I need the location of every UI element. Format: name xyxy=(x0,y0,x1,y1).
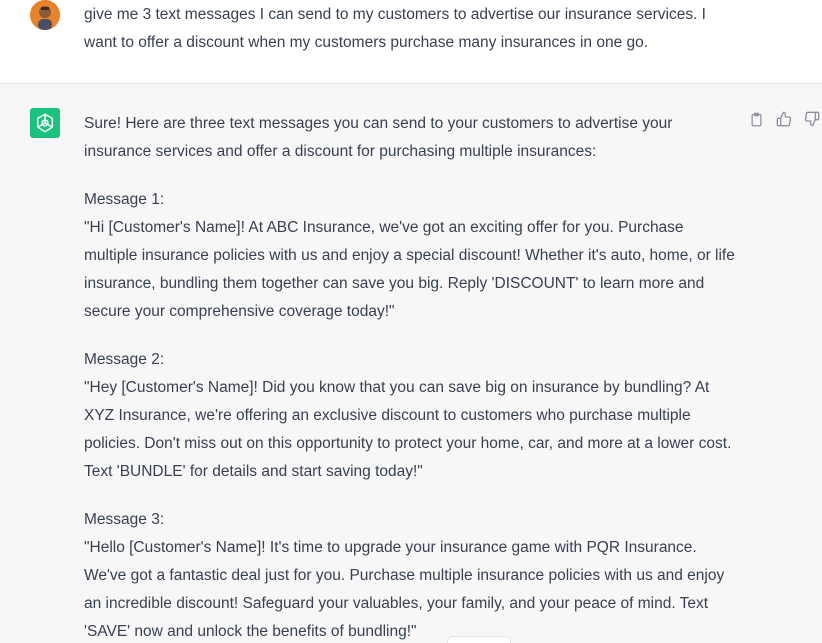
openai-logo-icon xyxy=(30,108,60,138)
message-body: "Hi [Customer's Name]! At ABC Insurance, we've got an exciting offer for you. Purchase multiple insurance policies with us and enjoy a special discount! Whether it's auto, home, or life insurance, bundling them together can save you big. Reply 'DISCOUNT' to learn more and secure your comprehensive coverage today!" xyxy=(84,219,735,320)
message-body: "Hey [Customer's Name]! Did you know that you can save big on insurance by bundling? At XYZ Insurance, we're offering an exclusive discount to customers who purchase multiple policies. Don't miss out on this opportunity to protect your home, car, and more at a lower cost. Text 'BUNDLE' for details and start saving today!" xyxy=(84,379,732,480)
message-heading: Message 1: xyxy=(84,191,165,208)
assistant-intro: Sure! Here are three text messages you can send to your customers to advertise your insurance services and offer a discount for purchasing multiple insurances: xyxy=(84,115,673,160)
user-avatar xyxy=(30,0,60,30)
message-heading: Message 3: xyxy=(84,511,165,528)
like-button[interactable] xyxy=(776,111,792,127)
message-heading: Message 2: xyxy=(84,351,165,368)
user-message-row xyxy=(0,0,822,84)
copy-button[interactable] xyxy=(748,111,764,127)
message-actions xyxy=(748,111,820,127)
scroll-to-bottom-button[interactable] xyxy=(447,636,511,643)
assistant-message-row xyxy=(0,84,822,643)
thumbs-up-icon xyxy=(776,111,792,127)
clipboard-icon xyxy=(749,112,764,127)
message-body: "Hello [Customer's Name]! It's time to upgrade your insurance game with PQR Insurance. We've got a fantastic deal just for you. Purchase multiple insurance policies with us and enjoy an incredible discount! Safeguard your valuables, your family, and your peace of mind. Text 'SAVE' now and unlock the benefits of bundling!" xyxy=(84,539,725,640)
message-block xyxy=(84,346,739,486)
dislike-button[interactable] xyxy=(804,111,820,127)
user-avatar-icon xyxy=(30,0,60,30)
thumbs-down-icon xyxy=(804,111,820,127)
assistant-message-text xyxy=(84,110,739,643)
message-block xyxy=(84,186,739,326)
message-block xyxy=(84,506,739,643)
user-message-text: give me 3 text messages I can send to my customers to advertise our insurance services. I want to offer a discount when my customers purchase many insurances in one go. xyxy=(84,6,706,51)
